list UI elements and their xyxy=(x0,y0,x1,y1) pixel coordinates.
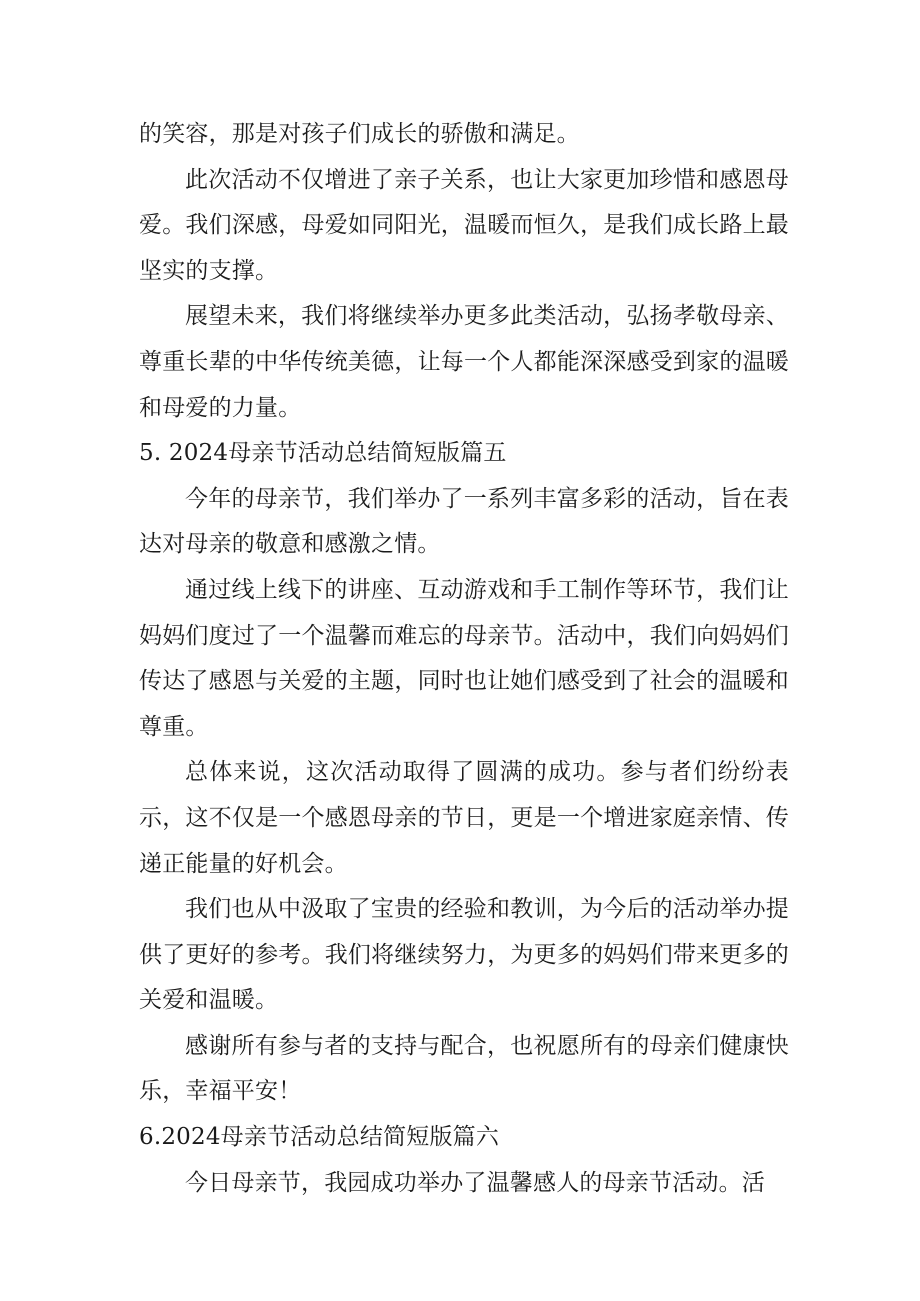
paragraph-continued: 的笑容，那是对孩子们成长的骄傲和满足。 xyxy=(139,121,580,147)
paragraph: 感谢所有参与者的支持与配合，也祝愿所有的母亲们健康快乐，幸福平安！ xyxy=(139,1032,789,1105)
paragraph: 通过线上线下的讲座、互动游戏和手工制作等环节，我们让妈妈们度过了一个温馨而难忘的母亲节。活动中，我们向妈妈们传达了感恩与关爱的主题，同时也让她们感受到了社会的温暖和尊重。 xyxy=(139,576,789,740)
paragraph: 今日母亲节，我园成功举办了温馨感人的母亲节活动。活 xyxy=(185,1169,765,1196)
section-heading-5: 5. 2024母亲节活动总结简短版篇五 xyxy=(139,440,507,467)
paragraph: 展望未来，我们将继续举办更多此类活动，弘扬孝敬母亲、尊重长辈的中华传统美德，让每一个人都能深深感受到家的温暖和母爱的力量。 xyxy=(139,303,789,421)
section-heading-6: 6.2024母亲节活动总结简短版篇六 xyxy=(139,1124,500,1151)
paragraph: 此次活动不仅增进了亲子关系，也让大家更加珍惜和感恩母爱。我们深感，母爱如同阳光，温暖而恒久，是我们成长路上最坚实的支撑。 xyxy=(139,166,789,284)
paragraph: 我们也从中汲取了宝贵的经验和教训，为今后的活动举办提供了更好的参考。我们将继续努力，为更多的妈妈们带来更多的关爱和温暖。 xyxy=(139,896,789,1014)
paragraph: 今年的母亲节，我们举办了一系列丰富多彩的活动，旨在表达对母亲的敬意和感激之情。 xyxy=(139,485,789,558)
document-body xyxy=(139,112,789,1206)
paragraph: 总体来说，这次活动取得了圆满的成功。参与者们纷纷表示，这不仅是一个感恩母亲的节日，更是一个增进家庭亲情、传递正能量的好机会。 xyxy=(139,759,789,877)
